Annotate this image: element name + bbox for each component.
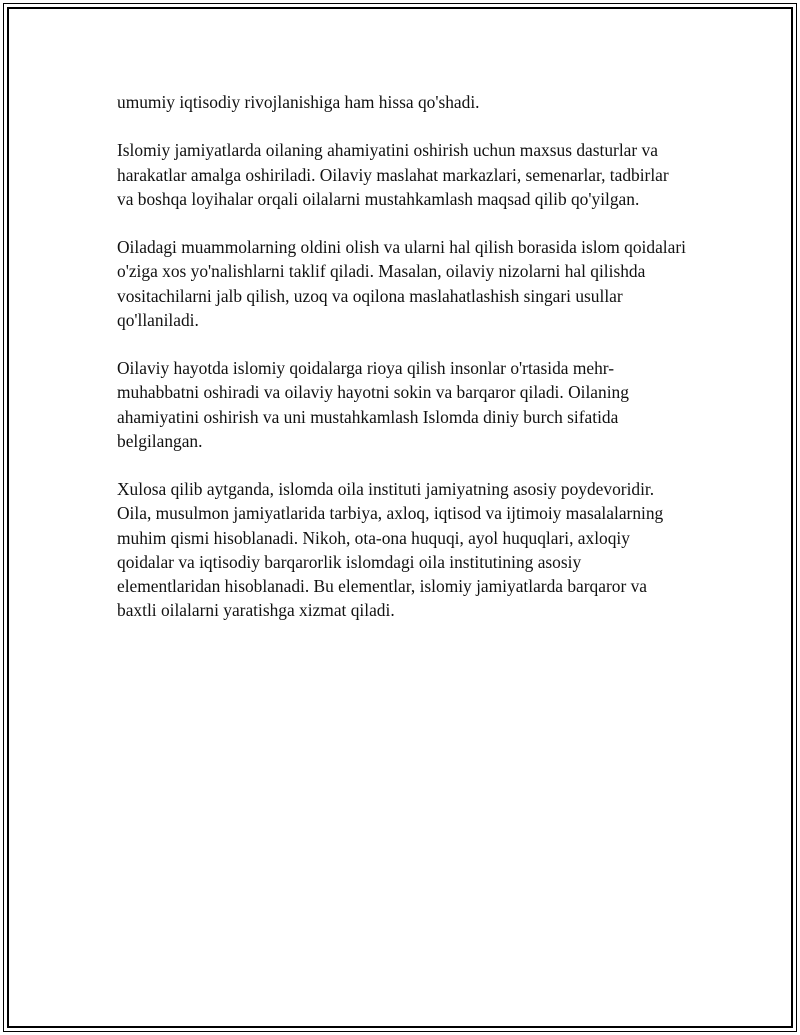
document-body [117, 90, 687, 647]
paragraph-2: Islomiy jamiyatlarda oilaning ahamiyatini oshirish uchun maxsus dasturlar va harakatlar amalga oshiriladi. Oilaviy maslahat markazlari, semenarlar, tadbirlar va boshqa loyihalar orqali oilalarni mustahkamlash maqsad qilib qo'yilgan. [117, 140, 669, 209]
paragraph-4: Oilaviy hayotda islomiy qoidalarga rioya qilish insonlar o'rtasida mehr-muhabbatni oshiradi va oilaviy hayotni sokin va barqaror qiladi. Oilaning ahamiyatini oshirish va uni mustahkamlash Islomda diniy burch sifatida belgilangan. [117, 358, 629, 451]
paragraph-5: Xulosa qilib aytganda, islomda oila instituti jamiyatning asosiy poydevoridir. Oila, musulmon jamiyatlarida tarbiya, axloq, iqtisod va ijtimoiy masalalarning muhim qismi hisoblanadi. Nikoh, ota-ona huquqi, ayol huquqlari, axloqiy qoidalar va iqtisodiy barqarorlik islomdagi oila institutining asosiy elementlaridan hisoblanadi. Bu elementlar, islomiy jamiyatlarda barqaror va baxtli oilalarni yaratishga xizmat qiladi. [117, 479, 664, 621]
paragraph-3: Oiladagi muammolarning oldini olish va ularni hal qilish borasida islom qoidalari o'ziga xos yo'nalishlarni taklif qiladi. Masalan, oilaviy nizolarni hal qilishda vositachilarni jalb qilish, uzoq va oqilona maslahatlashish singari usullar qo'llaniladi. [117, 237, 686, 330]
paragraph-1: umumiy iqtisodiy rivojlanishiga ham hissa qo'shadi. [117, 92, 480, 112]
